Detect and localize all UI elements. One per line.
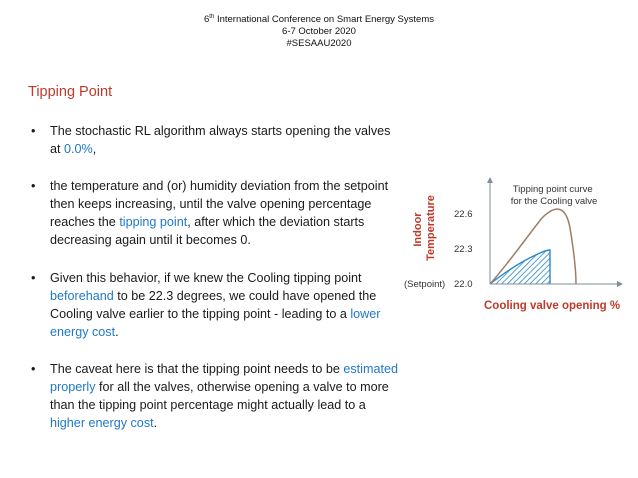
bullet-dot: • [31,271,36,285]
highlight-text: 0.0% [64,142,93,156]
bullet-dot: • [31,124,36,138]
conference-dates: 6-7 October 2020 [282,26,356,37]
x-axis-label: Cooling valve opening % [484,300,621,312]
curve-label: Tipping point curve for the Cooling valve [510,184,598,207]
conference-name: 6th International Conference on Smart Energy Systems [204,13,434,25]
bullet-dot: • [31,179,36,193]
highlight-text: tipping point [119,215,188,229]
tipping-point-figure [398,172,634,322]
highlight-text: higher energy cost [50,416,154,430]
bullet-list [28,122,398,432]
highlight-text: estimated properly [50,362,398,394]
bullet-item: • the temperature and (or) humidity deviation from the setpoint then keeps increasing, until the valve opening percentage reaches the tipping point, after which the deviation starts decreasing again until it becomes 0. [31,179,389,247]
bullet-item: • The stochastic RL algorithm always starts opening the valves at 0.0%, [31,124,391,156]
setpoint-label: (Setpoint) [404,279,446,290]
conference-hashtag: #SESAAU2020 [286,38,352,49]
bullet-item: • Given this behavior, if we knew the Cooling tipping point beforehand to be 22.3 degrees, we could have opened the Cooling valve earlier to the tipping point - leading to a lower energy cost. [31,271,381,339]
highlight-text: lower energy cost [50,307,381,339]
slide-title: Tipping Point [28,84,113,100]
conference-header [0,14,638,50]
bullet-dot: • [31,362,36,376]
y-axis-label: Indoor Temperature [412,195,437,261]
bullet-item: • The caveat here is that the tipping point needs to be estimated properly for all the valves, otherwise opening a valve to more than the tipping point percentage might actually lead to a higher energy cost. [31,362,398,430]
tick-label-22-6: 22.6 [454,209,473,220]
highlight-text: beforehand [50,289,114,303]
tipping-point-diagram [398,172,634,322]
tick-label-22-3: 22.3 [454,244,473,255]
tick-label-22-0: 22.0 [454,279,473,290]
hatched-region [490,250,550,284]
